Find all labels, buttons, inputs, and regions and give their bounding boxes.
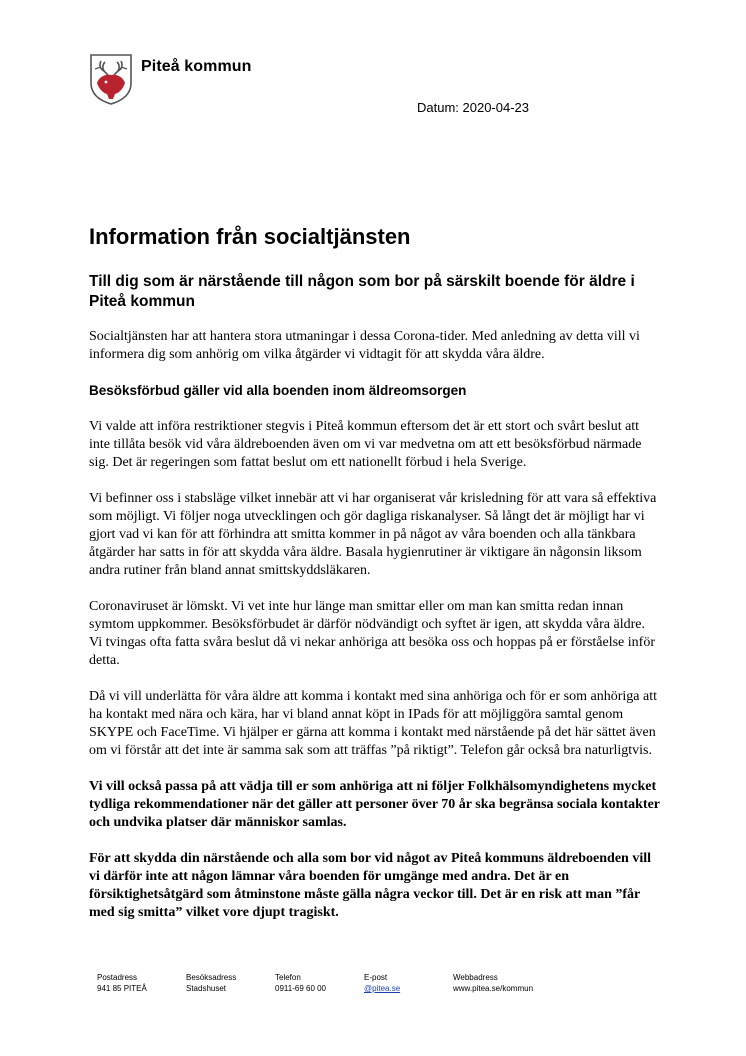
paragraph-restrictions: Vi valde att införa restriktioner stegvis i Piteå kommun eftersom det är ett stort och svårt beslut att inte tillåta besök vid våra äldreboenden även om vi var medvetna om att ett besöksförbud närmade sig. Det är regeringen som fattat beslut om ett nationellt förbud i hela Sverige. xyxy=(89,419,642,470)
document-date: Datum: 2020-04-23 xyxy=(417,100,530,115)
footer-phone xyxy=(275,972,364,994)
paragraph-contact: Då vi vill underlätta för våra äldre att komma i kontakt med sina anhöriga och för er som anhöriga att ha kontakt med nära och kära, har vi bland annat köpt in IPads för att möjliggöra samtal genom SKYPE och FaceTime. Vi hjälper er gärna att komma i kontakt med närstående på det här sättet även om vi förstår att det inte är samma sak som att träffas ”på riktigt”. Telefon går också bra naturligtvis. xyxy=(89,689,657,758)
footer-phone-value: 0911-69 60 00 xyxy=(275,984,327,993)
footer-email-label: E-post xyxy=(364,973,388,982)
paragraph-staff-mode: Vi befinner oss i stabsläge vilket innebär att vi har organiserat vår krisledning för att vara så effektiva som möjligt. Vi följer noga utvecklingen och gör dagliga riskanalyser. Så långt det är möjligt har vi gjort vad vi kan för att förhindra att smitta kommer in på något av våra boenden och alla tänkbara åtgärder har satts in för att skydda våra äldre. Basala hygienrutiner är viktigare än någonsin liksom andra rutiner från bland annat smittskyddsläkaren. xyxy=(89,491,657,578)
footer-web-label: Webbadress xyxy=(453,973,498,982)
footer-visit xyxy=(186,972,275,994)
footer-email-link[interactable]: @pitea.se xyxy=(364,984,401,993)
section-heading: Besöksförbud gäller vid alla boenden inom äldreomsorgen xyxy=(89,383,467,398)
footer-postal-label: Postadress xyxy=(97,973,138,982)
footer-postal-value: 941 85 PITEÅ xyxy=(97,984,147,993)
footer-visit-label: Besöksadress xyxy=(186,973,237,982)
reindeer-shield-icon xyxy=(89,53,133,105)
page-footer xyxy=(97,972,573,994)
footer-postal xyxy=(97,972,186,994)
footer-phone-label: Telefon xyxy=(275,973,301,982)
footer-email xyxy=(364,972,453,994)
paragraph-appeal: Vi vill också passa på att vädja till er som anhöriga att ni följer Folkhälsomyndighetens mycket tydliga rekommendationer när det gäller att personer över 70 år ska begränsa sociala kontakter och undvika platser där människor samlas. xyxy=(89,779,660,830)
page-subtitle: Till dig som är närstående till någon som bor på särskilt boende för äldre i Piteå kommun xyxy=(89,273,635,310)
footer-visit-value: Stadshuset xyxy=(186,984,227,993)
page-title: Information från socialtjänsten xyxy=(89,224,411,249)
footer-web-value: www.pitea.se/kommun xyxy=(453,984,534,993)
paragraph-coronavirus: Coronaviruset är lömskt. Vi vet inte hur länge man smittar eller om man kan smitta redan innan symtom uppkommer. Besöksförbudet är därför nödvändigt och syftet är igen, att skydda våra äldre. Vi tvingas ofta fatta svåra beslut då vi nekar anhöriga att besöka oss och hoppas på er förståelse inför detta. xyxy=(89,599,655,668)
document-body xyxy=(89,328,661,922)
paragraph-protection: För att skydda din närstående och alla som bor vid något av Piteå kommuns äldreboenden vill vi därför inte att någon lämnar våra boenden för umgänge med andra. Det är en försiktighetsåtgärd som åtminstone måste gälla några veckor till. Det är en risk att man ”får med sig smitta” vilket vore djupt tragiskt. xyxy=(89,851,652,920)
municipal-coat-of-arms-logo xyxy=(89,53,133,105)
intro-paragraph: Socialtjänsten har att hantera stora utmaningar i dessa Corona-tider. Med anledning av detta vill vi informera dig som anhörig om vilka åtgärder vi vidtagit för att skydda våra äldre. xyxy=(89,329,640,362)
organization-name: Piteå kommun xyxy=(141,58,252,75)
footer-web xyxy=(453,972,573,994)
